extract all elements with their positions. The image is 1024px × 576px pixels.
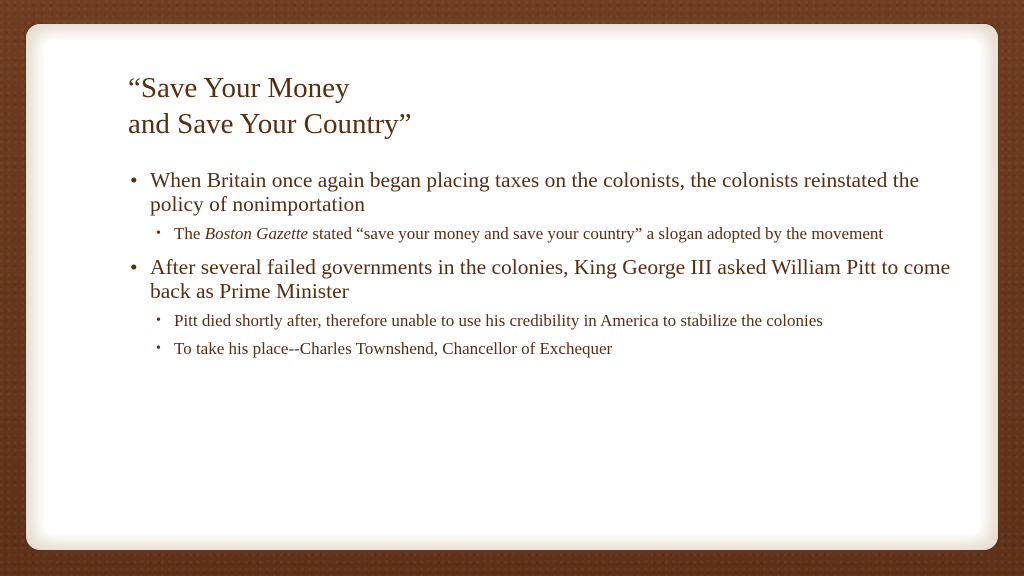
slide-content [44, 40, 980, 534]
sub-bullet-text: Pitt died shortly after, therefore unable to use his credibility in America to stabilize the colonies [174, 311, 823, 330]
sub-bullet-item [150, 311, 958, 330]
bullet-text: When Britain once again began placing taxes on the colonists, the colonists reinstated the policy of nonimportation [150, 168, 920, 216]
bullet-dot-icon: • [156, 226, 161, 241]
bullet-dot-icon: • [156, 313, 161, 328]
bullet-item [128, 255, 958, 358]
newspaper-title: Boston Gazette [204, 224, 309, 243]
sub-bullet-list [150, 311, 958, 358]
sub-bullet-item [150, 224, 958, 243]
sub-bullet-suffix: stated “save your money and save your country” a slogan adopted by the movement [308, 224, 884, 243]
bullet-item [128, 168, 958, 243]
sub-bullet-list [150, 224, 958, 243]
sub-bullet-text: To take his place--Charles Townshend, Chancellor of Exchequer [174, 339, 613, 358]
title-line-1: “Save Your Money [128, 72, 350, 104]
bullet-dot-icon: • [130, 255, 138, 279]
slide-title [128, 70, 412, 142]
bullet-dot-icon: • [130, 168, 138, 192]
sub-bullet-item [150, 339, 958, 358]
sub-bullet-prefix: The [174, 224, 205, 243]
bullet-list [128, 168, 958, 370]
bullet-text: After several failed governments in the colonies, King George III asked William Pitt to come back as Prime Minister [150, 255, 951, 303]
slide-frame [26, 24, 998, 550]
bullet-dot-icon: • [156, 341, 161, 356]
title-line-2: and Save Your Country” [128, 108, 412, 140]
